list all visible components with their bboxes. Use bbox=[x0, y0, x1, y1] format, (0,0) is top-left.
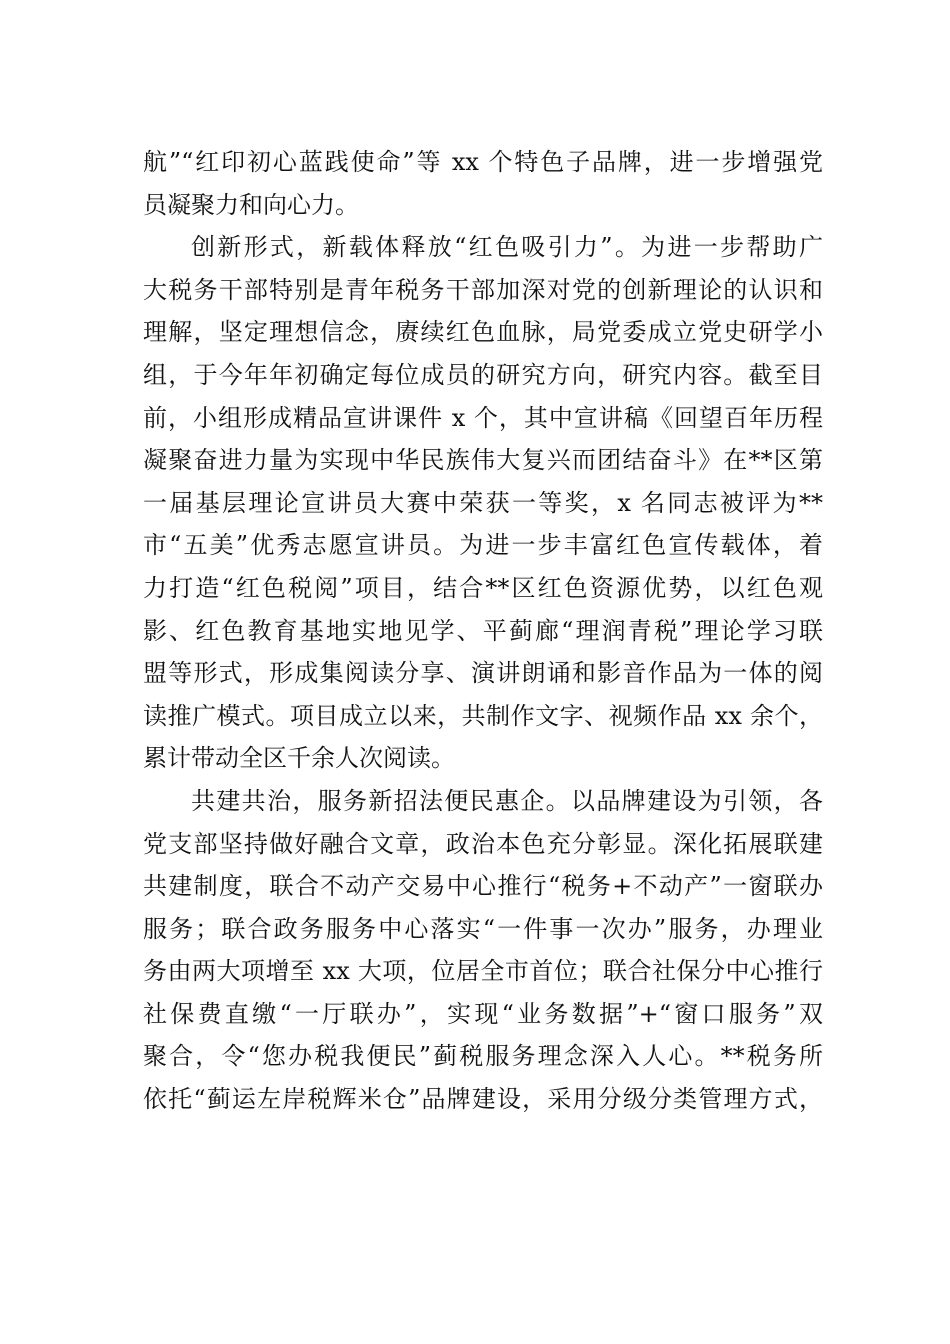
text-line: 盟等形式，形成集阅读分享、演讲朗诵和影音作品为一体的阅 bbox=[143, 659, 823, 688]
text-line: 凝聚奋进力量为实现中华民族伟大复兴而团结奋斗》在**区第 bbox=[143, 446, 823, 475]
paragraph-2 bbox=[143, 226, 823, 780]
text-line: 创新形式，新载体释放“红色吸引力”。为进一步帮助广 bbox=[191, 233, 823, 262]
text-line: 理解，坚定理想信念，赓续红色血脉，局党委成立党史研学小 bbox=[143, 318, 823, 347]
text-line: 依托“蓟运左岸税辉米仓”品牌建设，采用分级分类管理方式， bbox=[143, 1085, 823, 1114]
text-line: 读推广模式。项目成立以来，共制作文字、视频作品 xx 余个， bbox=[143, 701, 823, 730]
text-line: 航”“红印初心蓝践使命”等 xx 个特色子品牌，进一步增强党 bbox=[143, 148, 823, 176]
text-line: 大税务干部特别是青年税务干部加深对党的创新理论的认识和 bbox=[143, 275, 823, 304]
paragraph-1 bbox=[143, 141, 823, 226]
text-line: 市“五美”优秀志愿宣讲员。为进一步丰富红色宣传载体，着 bbox=[143, 531, 823, 560]
text-line: 党支部坚持做好融合文章，政治本色充分彰显。深化拓展联建 bbox=[143, 829, 823, 858]
text-line: 员凝聚力和向心力。 bbox=[143, 190, 359, 219]
text-line: 影、红色教育基地实地见学、平蓟廊“理润青税”理论学习联 bbox=[143, 616, 823, 645]
text-line: 务由两大项增至 xx 大项，位居全市首位；联合社保分中心推行 bbox=[143, 957, 823, 986]
text-line: 一届基层理论宣讲员大赛中荣获一等奖，x 名同志被评为** bbox=[143, 488, 823, 517]
text-line: 服务；联合政务服务中心落实“一件事一次办”服务，办理业 bbox=[143, 914, 823, 943]
text-line: 共建共治，服务新招法便民惠企。以品牌建设为引领，各 bbox=[191, 786, 823, 815]
text-line: 聚合，令“您办税我便民”蓟税服务理念深入人心。**税务所 bbox=[143, 1042, 823, 1071]
paragraph-3 bbox=[143, 780, 823, 1121]
text-line: 前，小组形成精品宣讲课件 x 个，其中宣讲稿《回望百年历程 bbox=[143, 403, 823, 432]
text-line: 组，于今年年初确定每位成员的研究方向，研究内容。截至目 bbox=[143, 360, 823, 389]
text-line: 力打造“红色税阅”项目，结合**区红色资源优势，以红色观 bbox=[143, 573, 823, 602]
text-line: 共建制度，联合不动产交易中心推行“税务+不动产”一窗联办 bbox=[143, 872, 823, 901]
document-body bbox=[143, 141, 823, 1121]
text-line: 社保费直缴“一厅联办”，实现“业务数据”+“窗口服务”双 bbox=[143, 999, 823, 1028]
text-line: 累计带动全区千余人次阅读。 bbox=[143, 744, 455, 773]
